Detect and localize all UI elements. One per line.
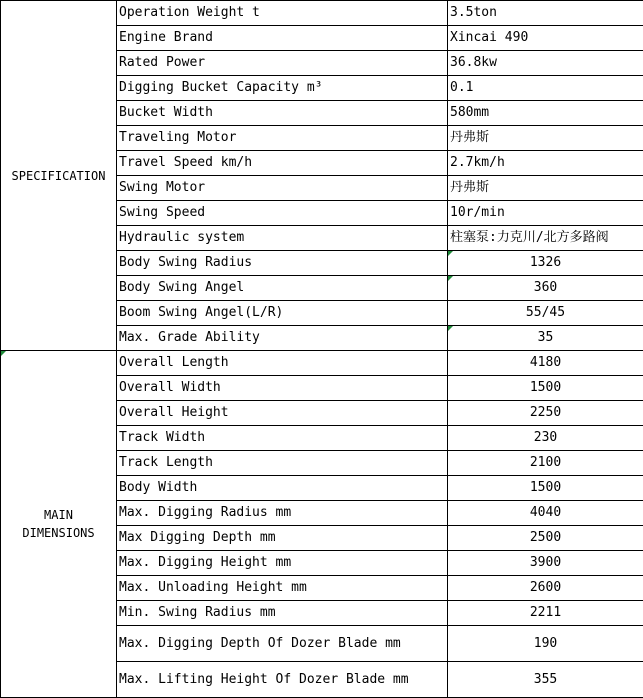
spec-value: 36.8kw [448,51,643,76]
spec-name: Traveling Motor [117,126,448,151]
dim-value: 4040 [448,501,643,526]
spec-value: 360 [448,276,643,301]
dim-value: 2211 [448,601,643,626]
spec-name: Rated Power [117,51,448,76]
spec-name: Body Swing Angel [117,276,448,301]
spec-name: Digging Bucket Capacity m³ [117,76,448,101]
dim-name: Overall Length [117,351,448,376]
dim-name: Max. Digging Radius mm [117,501,448,526]
dim-value: 1500 [448,476,643,501]
dim-value: 230 [448,426,643,451]
spec-value: 55/45 [448,301,643,326]
spec-name: Hydraulic system [117,226,448,251]
table-row [1,351,643,376]
spec-name: Engine Brand [117,26,448,51]
dim-value: 4180 [448,351,643,376]
table-row [1,1,643,26]
spec-value: 柱塞泵:力克川/北方多路阀 [448,226,643,251]
group-label-main-dimensions [1,351,117,698]
spec-name: Travel Speed km/h [117,151,448,176]
spec-name: Body Swing Radius [117,251,448,276]
dim-name: Max Digging Depth mm [117,526,448,551]
dim-name: Track Length [117,451,448,476]
dim-name: Max. Unloading Height mm [117,576,448,601]
dim-name: Body Width [117,476,448,501]
spec-value: 580mm [448,101,643,126]
dim-value: 2600 [448,576,643,601]
spec-value: 3.5ton [448,1,643,26]
spec-name: Operation Weight t [117,1,448,26]
dim-name: Max. Digging Depth Of Dozer Blade mm [117,626,448,662]
dim-name: Track Width [117,426,448,451]
spec-value: 丹弗斯 [448,176,643,201]
spec-name: Swing Speed [117,201,448,226]
spec-value: 10r/min [448,201,643,226]
group-label-specification: SPECIFICATION [1,1,117,351]
group-label-line: DIMENSIONS [22,526,95,540]
dim-value: 3900 [448,551,643,576]
dim-value: 355 [448,662,643,698]
spec-value: 丹弗斯 [448,126,643,151]
spec-value: 1326 [448,251,643,276]
spec-value: Xincai 490 [448,26,643,51]
spec-name: Max. Grade Ability [117,326,448,351]
dim-value: 2500 [448,526,643,551]
spec-name: Boom Swing Angel(L/R) [117,301,448,326]
dim-value: 1500 [448,376,643,401]
dim-name: Overall Height [117,401,448,426]
dim-name: Min. Swing Radius mm [117,601,448,626]
dim-value: 2100 [448,451,643,476]
spec-name: Bucket Width [117,101,448,126]
spec-name: Swing Motor [117,176,448,201]
spec-value: 35 [448,326,643,351]
spec-value: 0.1 [448,76,643,101]
dim-value: 2250 [448,401,643,426]
dim-name: Max. Digging Height mm [117,551,448,576]
dim-name: Max. Lifting Height Of Dozer Blade mm [117,662,448,698]
dim-value: 190 [448,626,643,662]
group-label-line: MAIN [44,508,73,522]
dim-name: Overall Width [117,376,448,401]
spec-value: 2.7km/h [448,151,643,176]
